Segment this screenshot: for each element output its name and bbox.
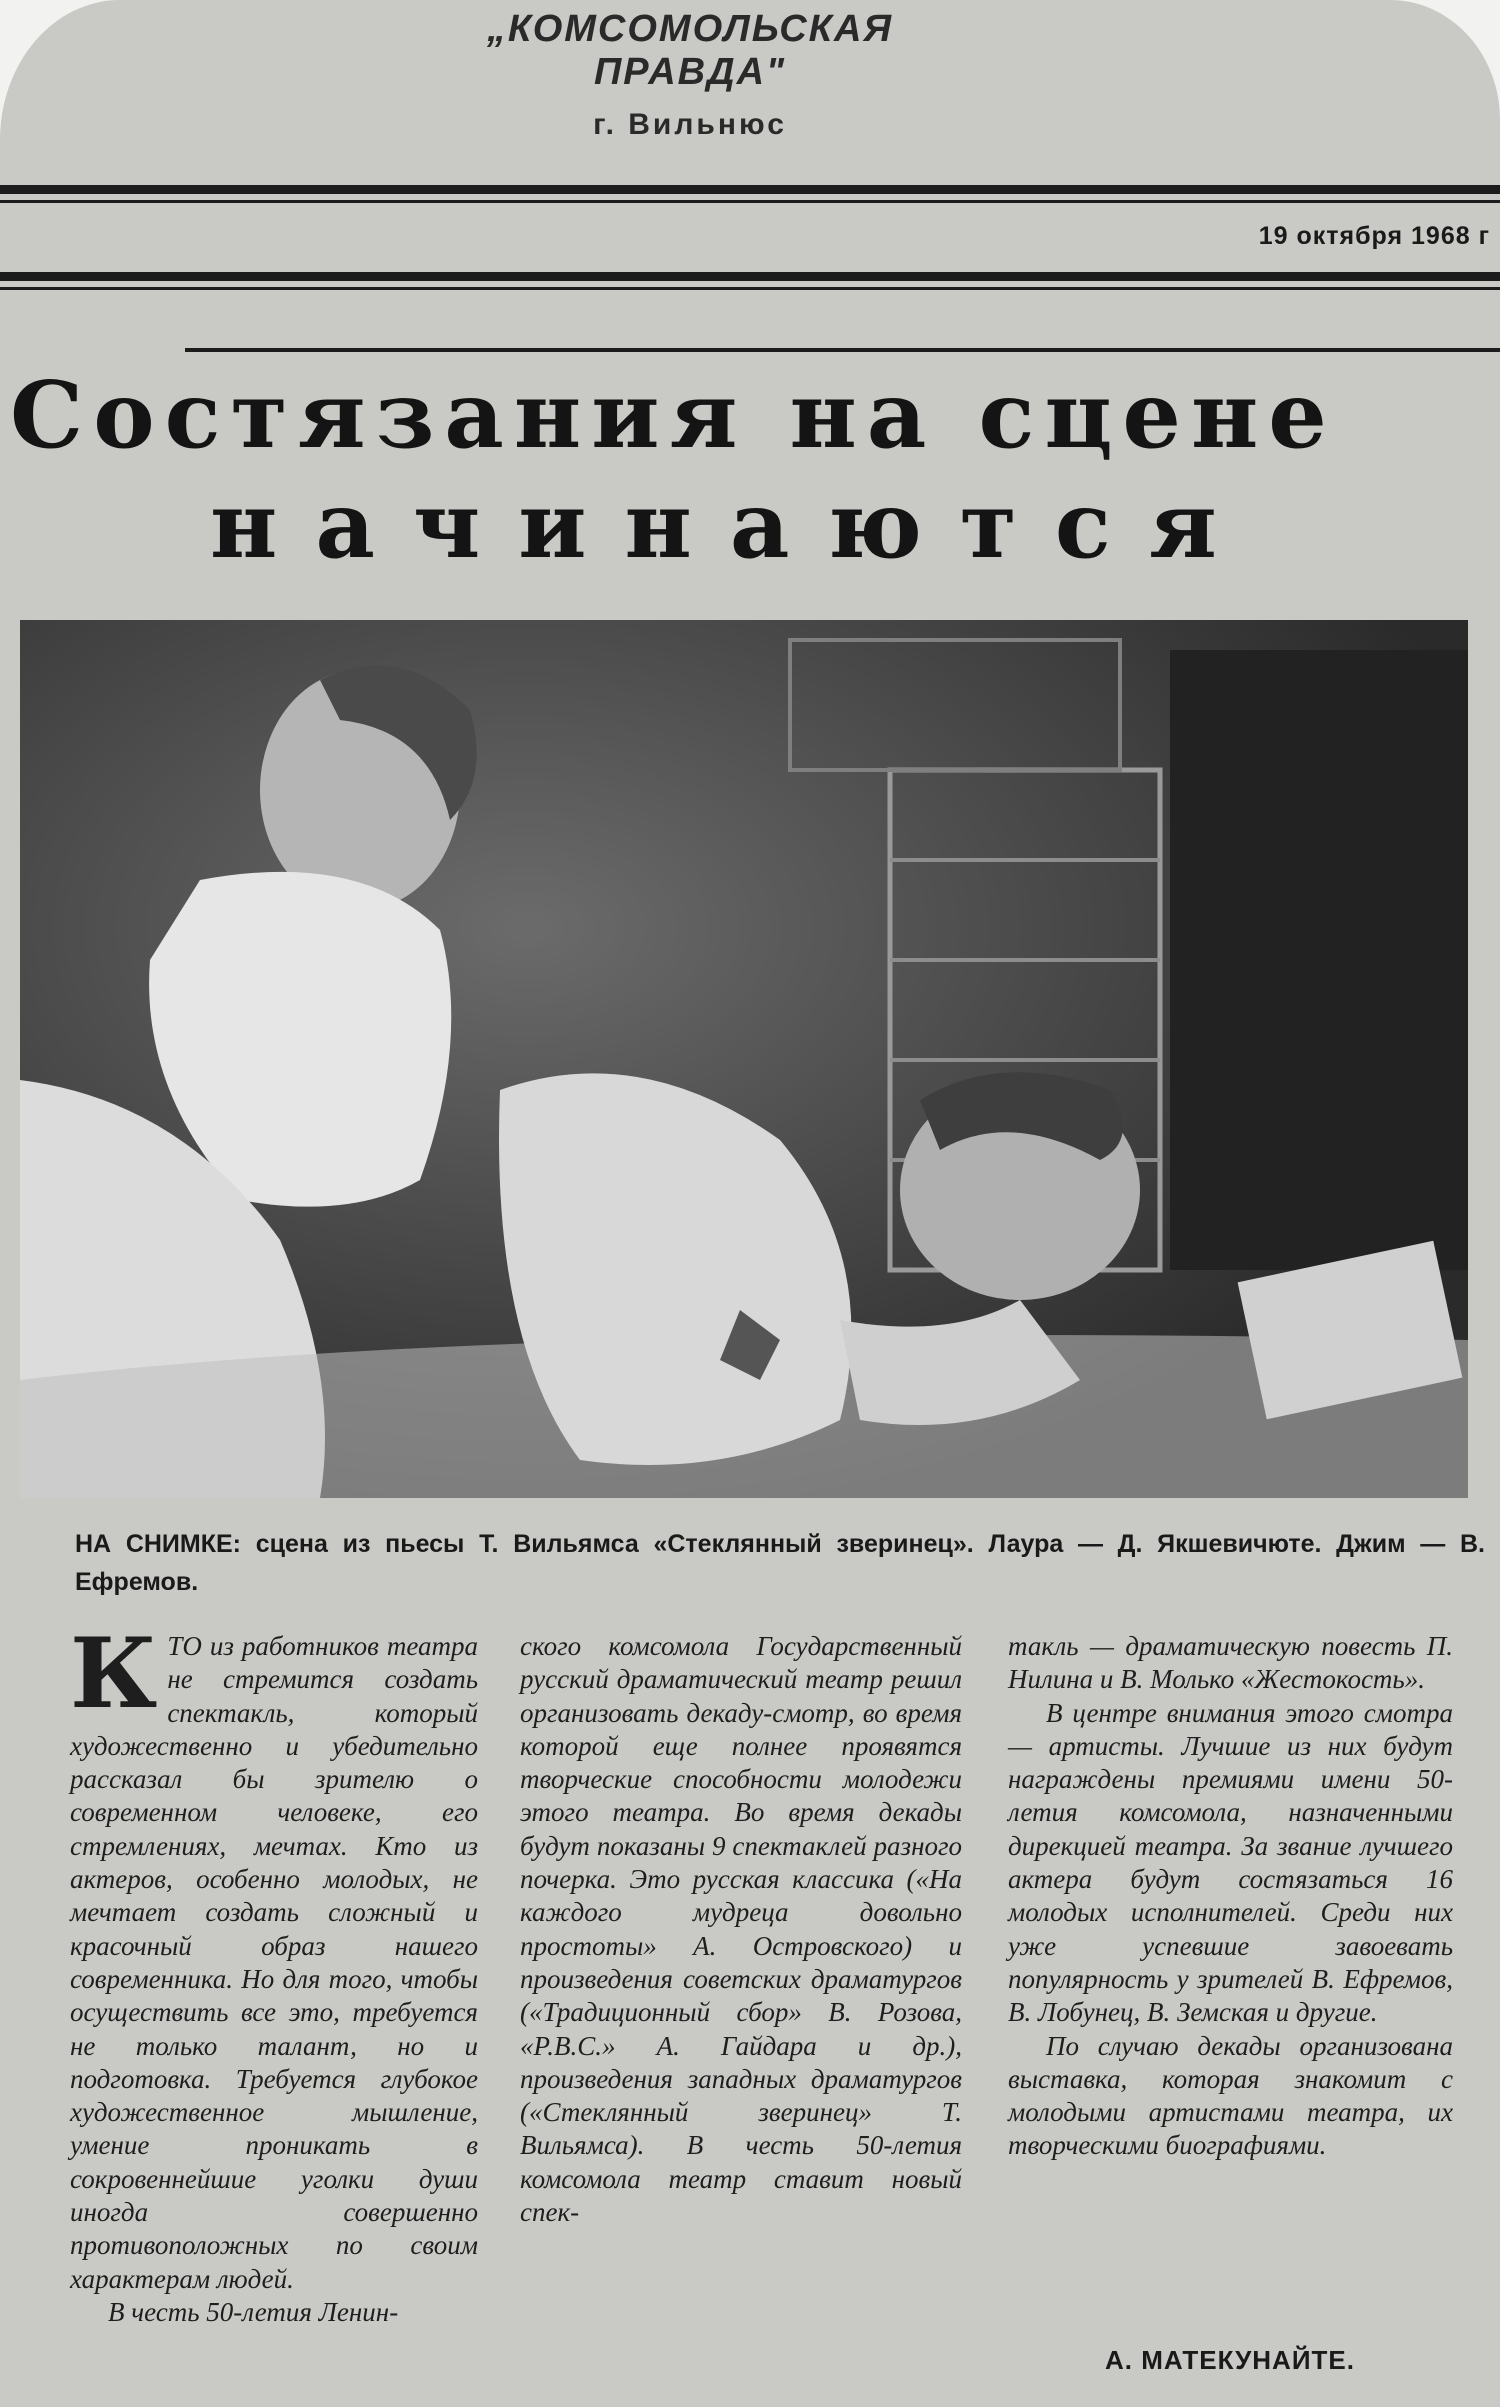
date-rule (0, 272, 1500, 281)
article-column-2 (520, 1630, 962, 2229)
newspaper-name: „КОМСОМОЛЬСКАЯ ПРАВДА" (486, 8, 894, 93)
author-signature: А. МАТЕКУНАЙТЕ. (1105, 2345, 1355, 2375)
paragraph-text: ТО из работников театра не стремится создать спектакль, который художественно и убедительно рассказал бы зрителю о современном человеке, его стремлениях, мечтах. Кто из актеров, особенно молодых, не мечтает создать сложный и красочный образ нашего современника. Но для того, чтобы осуществить все это, требуется не только талант, но и подготовка. Требуется глубокое художественное мышление, умение проникать в сокровеннейшие уголки души иногда совершенно противоположных по своим характерам людей. (70, 1631, 478, 2294)
stage-photo-image (20, 620, 1468, 1498)
date-rule-thin (0, 287, 1500, 290)
headline-line-1: Состязания на сцене (10, 361, 1337, 469)
article-paragraph: В центре внимания этого смотра — артисты. Лучшие из них будут награждены премиями имени 50-летия комсомола, назначенными дирекцией театра. За звание лучшего актера будут состязаться 16 молодых исполнителей. Среди них уже успевшие завоевать популярность у зрителей В. Ефремов, В. Лобунец, В. Земская и другие. (1008, 1697, 1453, 2028)
photo-caption: НА СНИМКЕ: сцена из пьесы Т. Вильямса «Стеклянный зверинец». Лаура — Д. Якшевичюте. Джим — В. Ефремов. (75, 1530, 1485, 1596)
article-column-1 (70, 1617, 478, 2329)
article-paragraph: ского комсомола Государственный русский драматический театр решил организовать декаду-смотр, во время которой еще полнее проявятся творческие способности молодежи этого театра. Во время декады будут показаны 9 спектаклей разного почерка. Это русская классика («На каждого мудреца довольно простоты» А. Островского) и произведения советских драматургов («Традиционный сбор» В. Розова, «Р.В.С.» А. Гайдара и др.), произведения западных драматургов («Стеклянный зверинец» Т. Вильямса). В честь 50-летия комсомола театр ставит новый спек- (520, 1631, 962, 2228)
headline (10, 360, 1490, 580)
drop-cap: К (70, 1617, 158, 1730)
masthead-stamp (410, 8, 970, 142)
article-paragraph: В честь 50-летия Ленин- (108, 2296, 399, 2327)
headline-rule (185, 348, 1500, 352)
issue-date: 19 октября 1968 г (1258, 222, 1490, 250)
article-paragraph: такль — драматическую повесть П. Нилина и В. Молько «Жестокость». (1008, 1631, 1453, 1695)
stage-photo (20, 620, 1468, 1498)
city-name: г. Вильнюс (593, 108, 787, 141)
article-paragraph: По случаю декады организована выставка, которая знакомит с молодыми артистами театра, их творческими биографиями. (1008, 2030, 1453, 2161)
article-paragraph (70, 1617, 478, 2296)
top-rule (0, 185, 1500, 194)
top-rule-thin (0, 200, 1500, 203)
headline-line-2: начинаются (210, 471, 1255, 579)
article-column-3 (1008, 1630, 1453, 2163)
